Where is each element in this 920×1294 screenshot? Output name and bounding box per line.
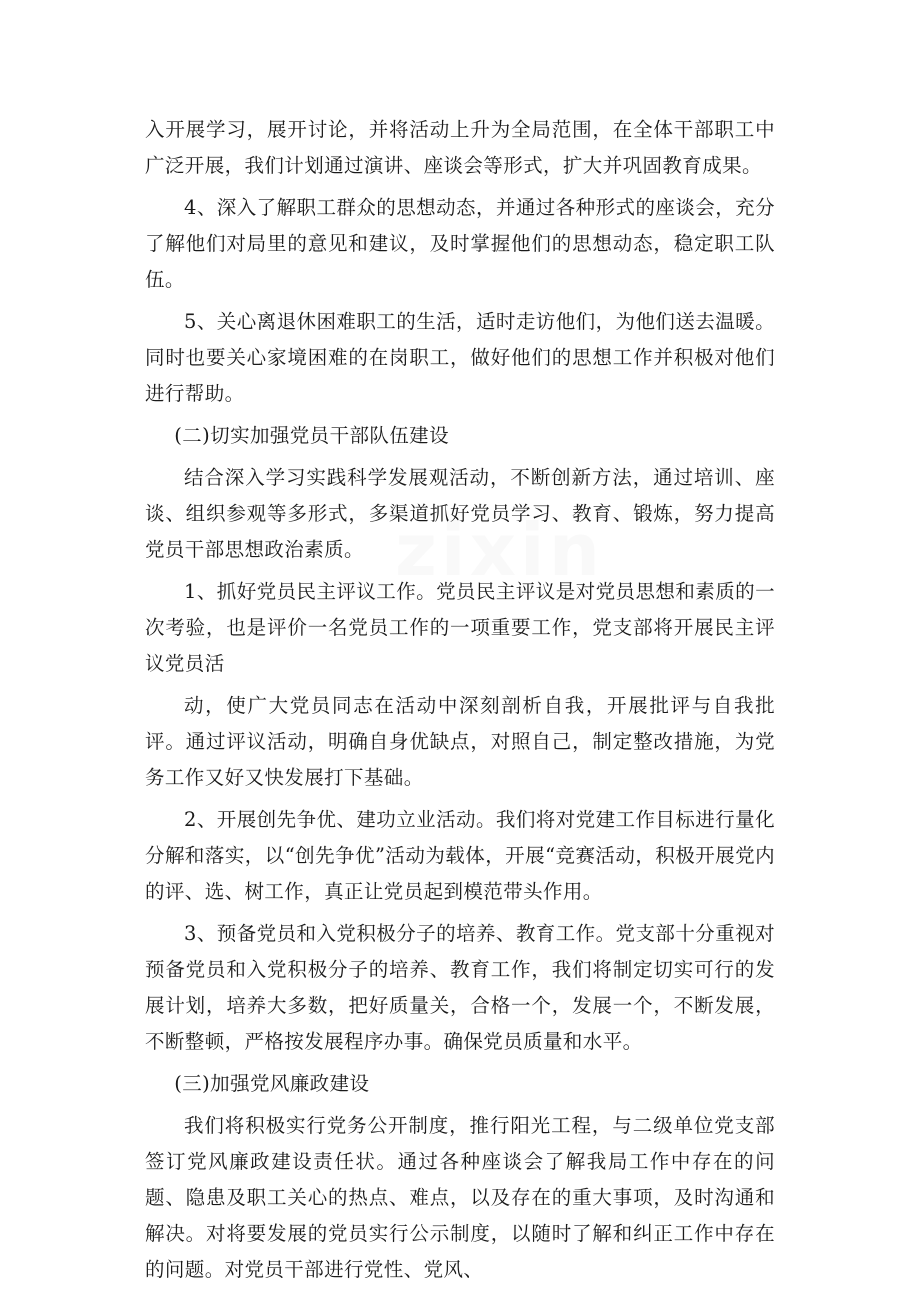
paragraph-5: 1、抓好党员民主评议工作。党员民主评议是对党员思想和素质的一次考验，也是评价一名党员工作的一项重要工作，党支部将开展民主评议党员活 — [145, 580, 775, 675]
paragraph-8: 3、预备党员和入党积极分子的培养、教育工作。党支部十分重视对预备党员和入党积极分子的培养、教育工作，我们将制定切实可行的发展计划，培养大多数，把好质量关，合格一个，发展一个，不断发展，不断整顿，严格按发展程序办事。确保党员质量和水平。 — [145, 922, 775, 1053]
paragraph-1: 入开展学习，展开讨论，并将活动上升为全局范围，在全体干部职工中广泛开展，我们计划通过演讲、座谈会等形式，扩大并巩固教育成果。 — [145, 118, 775, 177]
section-heading-3: (三)加强党风廉政建设 — [174, 1072, 370, 1095]
paragraph-7: 2、开展创先争优、建功立业活动。我们将对党建工作目标进行量化分解和落实，以“创先争优”活动为载体，开展“竞赛活动，积极开展党内的评、选、树工作，真正让党员起到模范带头作用。 — [145, 808, 775, 903]
section-heading-2: (二)切实加强党员干部队伍建设 — [174, 424, 449, 447]
document-body — [145, 112, 775, 1294]
paragraph-6: 动，使广大党员同志在活动中深刻剖析自我，开展批评与自我批评。通过评议活动，明确自身优缺点，对照自己，制定整改措施，为党务工作又好又快发展打下基础。 — [145, 694, 775, 789]
paragraph-2: 4、深入了解职工群众的思想动态，并通过各种形式的座谈会，充分了解他们对局里的意见和建议，及时掌握他们的思想动态，稳定职工队伍。 — [145, 196, 775, 291]
paragraph-9: 我们将积极实行党务公开制度，推行阳光工程，与二级单位党支部签订党风廉政建设责任状。通过各种座谈会了解我局工作中存在的问题、隐患及职工关心的热点、难点，以及存在的重大事项，及时沟通和解决。对将要发展的党员实行公示制度，以随时了解和纠正工作中存在的问题。对党员干部进行党性、党风、 — [145, 1114, 775, 1281]
paragraph-3: 5、关心离退休困难职工的生活，适时走访他们，为他们送去温暖。同时也要关心家境困难的在岗职工，做好他们的思想工作并积极对他们进行帮助。 — [145, 310, 775, 405]
watermark: zixin — [395, 508, 604, 592]
paragraph-4: 结合深入学习实践科学发展观活动，不断创新方法，通过培训、座谈、组织参观等多形式，多渠道抓好党员学习、教育、锻炼，努力提高党员干部思想政治素质。 — [145, 466, 775, 561]
